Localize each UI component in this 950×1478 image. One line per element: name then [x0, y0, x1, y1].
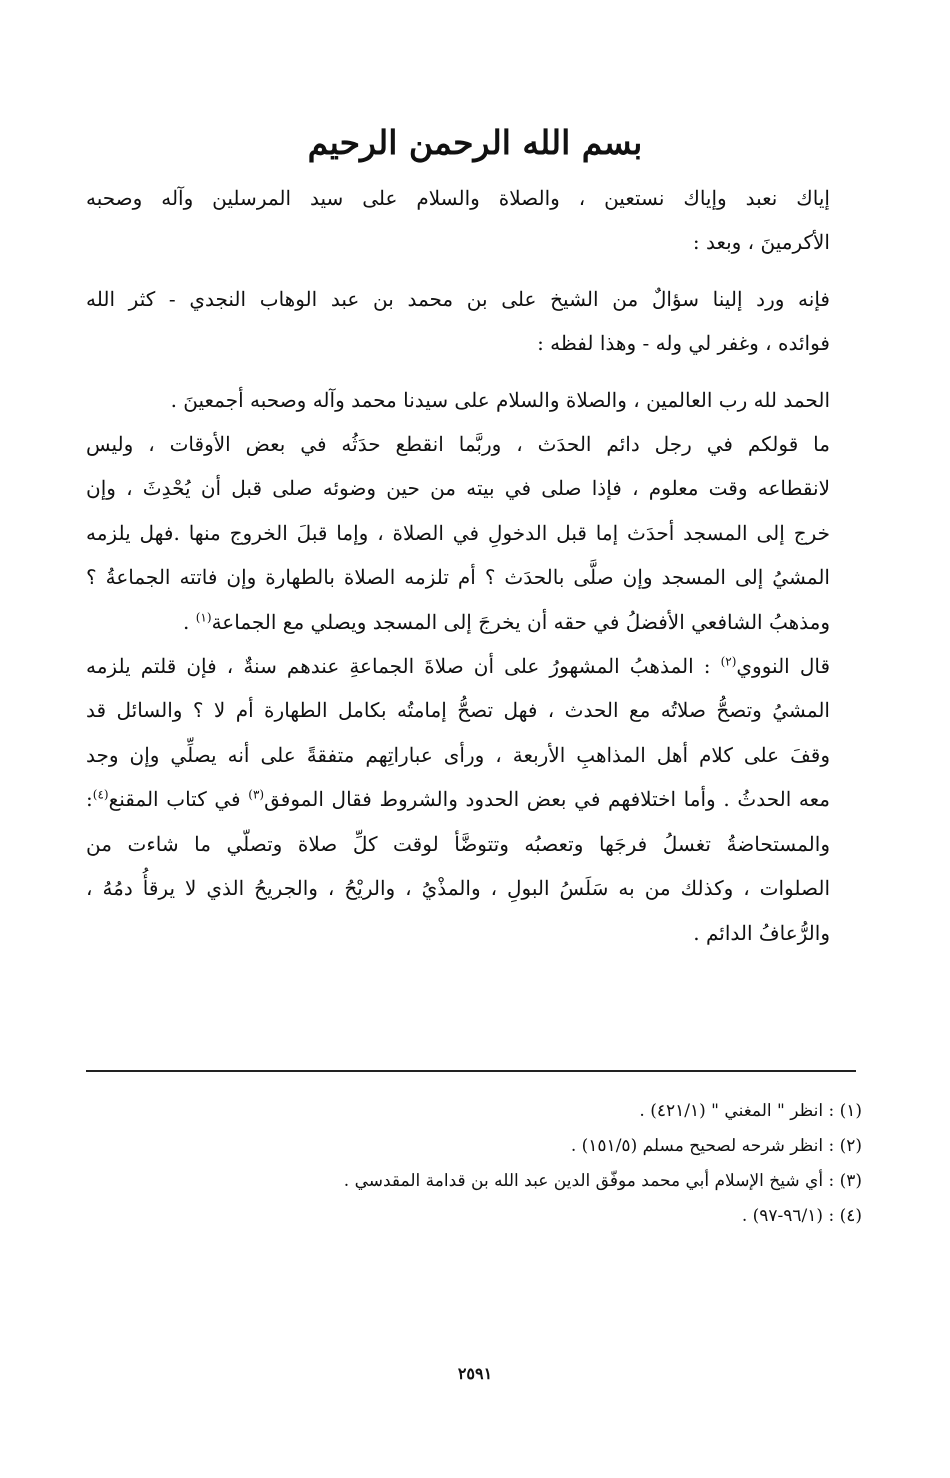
paragraph-praise: [86, 378, 860, 422]
text-line: ما قولكم في رجل دائم الحدَث ، وربَّما انقطع حدَثُه في بعض الأوقات ، وليس: [86, 432, 830, 457]
footnote-marker: (٣): [248, 787, 265, 802]
text-line: خرج إلى المسجد أحدَث إما قبل الدخولِ في الصلاة ، وإما قبلَ الخروج منها .فهل يلزمه: [86, 520, 830, 545]
text-line: الصلوات ، وكذلك من به سَلَسُ البولِ ، والمذْيُ ، والريْحُ ، والجريحُ الذي لا يرقأُ دمُهُ ،: [86, 876, 830, 901]
footnote-marker: (٤): [92, 787, 109, 802]
text-segment: ومذهبُ الشافعي الأفضلُ في حقه أن يخرجَ إلى المسجد ويصلي مع الجماعة: [211, 609, 830, 634]
footnotes: [86, 1094, 862, 1234]
text-segment: .: [183, 609, 196, 634]
text-segment: معه الحدثُ . وأما اختلافهم في بعض الحدود والشروط فقال الموفق: [264, 787, 831, 812]
text-line: الأكرمينَ ، وبعد :: [692, 230, 830, 255]
paragraph-nawawi: [86, 644, 860, 955]
body-text: [86, 176, 860, 955]
paragraph-opening: [86, 176, 860, 265]
text-line: فوائده ، وغفر لي وله - وهذا لفظه :: [537, 331, 830, 356]
text-segment: :: [86, 787, 93, 812]
footnote-marker: (١): [195, 610, 212, 624]
footnote-item: (٣) : أي شيخ الإسلام أبي محمد موفّق الدين عبد الله بن قدامة المقدسي .: [343, 1171, 862, 1191]
text-segment: في كتاب المقنع: [108, 787, 249, 812]
page-number: ٢٥٩١: [457, 1364, 493, 1383]
text-line: إياك نعبد وإياك نستعين ، والصلاة والسلام على سيد المرسلين وآله وصحبه: [86, 186, 830, 210]
text-line: [86, 777, 860, 821]
text-segment: : المذهبُ المشهورُ على أن صلاةَ الجماعةِ عندهم سنةٌ ، فإن قلتم يلزمه: [86, 654, 721, 679]
footnote-item: (٤) : (٩٦/١-٩٧) .: [741, 1206, 862, 1226]
text-line: الحمد لله رب العالمين ، والصلاة والسلام على سيدنا محمد وآله وصحبه أجمعينَ .: [170, 387, 830, 412]
paragraph-question: [86, 422, 860, 644]
text-line: لانقطاعه وقت معلوم ، فإذا صلى في بيته من حين وضوئه صلى قبل أن يُحْدِثَ ، وإن: [86, 476, 830, 501]
text-line: فإنه ورد إلينا سؤالٌ من الشيخ على بن محمد بن عبد الوهاب النجدي - كثر الله: [86, 286, 830, 311]
footnote-marker: (٢): [720, 654, 737, 669]
text-line: المشيُ وتصحُّ صلاتُه مع الحدث ، فهل تصحُّ إمامتُه بكامل الطهارة أم لا ؟ والسائل قد: [86, 698, 830, 723]
text-line: والمستحاضةُ تغسلُ فرجَها وتعصبُه وتتوضَّأ لوقت كلِّ صلاة وتصلّي ما شاءت من: [86, 831, 830, 856]
text-line: [86, 600, 860, 644]
footnote-item: (١) : انظر " المغني " (٤٢١/١) .: [639, 1101, 862, 1121]
footnote-item: (٢) : انظر شرحه لصحيح مسلم (١٥١/٥) .: [570, 1136, 862, 1156]
footnote-divider: [86, 1070, 856, 1072]
text-line: المشيُ إلى المسجد وإن صلَّى بالحدَث ؟ أم تلزمه الصلاة بالطهارة وإن فاتته الجماعةُ ؟: [86, 565, 830, 590]
paragraph-question-intro: [86, 277, 860, 366]
text-line: [86, 644, 860, 688]
text-segment: قال النووي: [736, 654, 831, 679]
text-line: والرُّعافُ الدائم .: [693, 920, 830, 945]
page-heading: بسم الله الرحمن الرحيم: [307, 123, 643, 162]
text-line: وقفَ على كلام أهل المذاهبِ الأربعة ، ورأى عباراتِهم متفقةً على أنه يصلِّي وإن وجد: [86, 742, 830, 767]
